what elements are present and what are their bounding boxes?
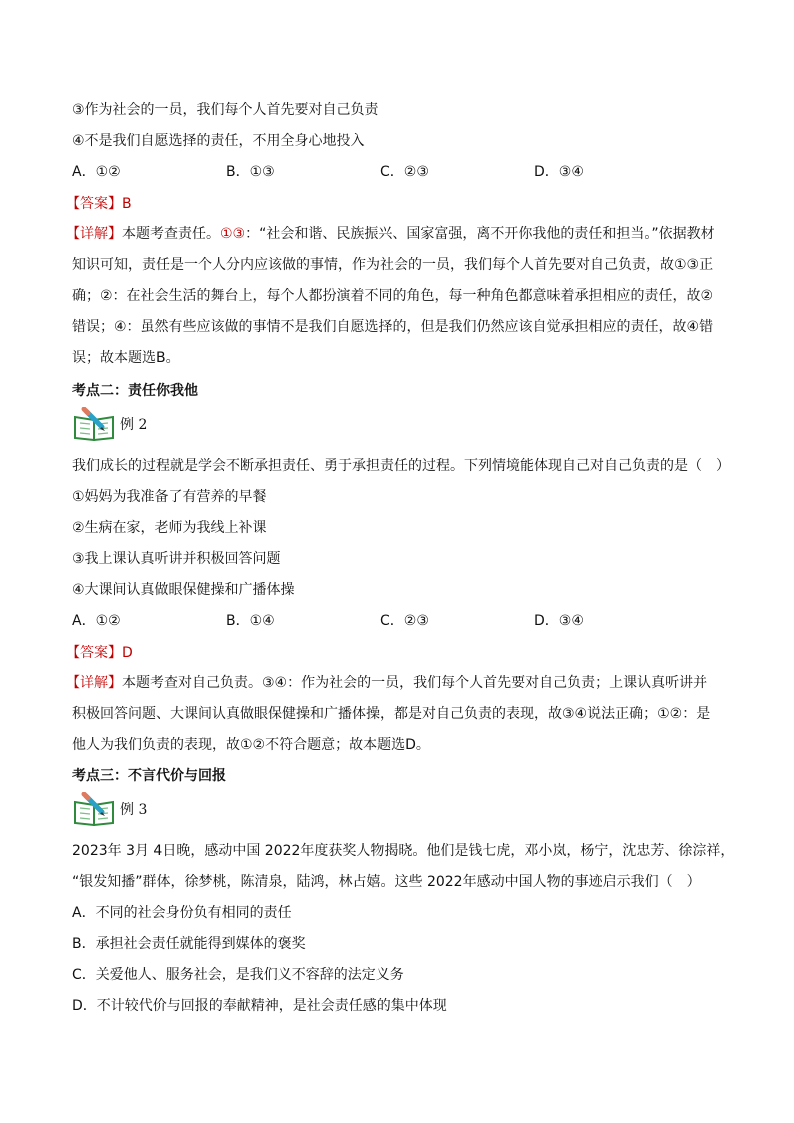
q3-option-c: C．关爱他人、服务社会，是我们义不容辞的法定义务	[72, 967, 404, 983]
q2-option-c: C．②③	[380, 613, 429, 629]
example-3-header	[72, 792, 147, 826]
q2-answer	[66, 643, 133, 663]
q3-stem-line-1: 2023年 3月 4日晚，感动中国 2022年度获奖人物揭晓。他们是钱七虎，邓小岚，杨宁，沈忠芳、徐淙祥，	[72, 843, 735, 859]
q3-option-d: D．不计较代价与回报的奉献精神，是社会责任感的集中体现	[72, 998, 447, 1014]
q2-explain-line-2: 积极回答问题、大课间认真做眼保健操和广播体操，都是对自己负责的表现，故③④说法正确；①②：是	[72, 706, 711, 722]
section-3-title: 考点三：不言代价与回报	[72, 768, 226, 784]
q1-option-c: C．②③	[380, 164, 429, 180]
q2-options	[72, 611, 712, 631]
q1-answer-value: B	[122, 196, 132, 212]
book-pencil-icon	[72, 792, 118, 826]
q3-option-a: A．不同的社会身份负有相同的责任	[72, 905, 292, 921]
q2-option-d: D．③④	[534, 613, 584, 629]
q2-item-2: ②生病在家，老师为我线上补课	[72, 520, 267, 536]
example-2-header	[72, 407, 147, 441]
q1-option-a: A．①②	[72, 164, 121, 180]
q2-option-b: B．①④	[226, 613, 275, 629]
q1-explain-tag: 【详解】	[66, 226, 122, 242]
q1-explain-line-4: 错误；④：虽然有些应该做的事情不是我们自愿选择的，但是我们仍然应该自觉承担相应的责任，故④错	[72, 319, 714, 335]
q1-item-4: ④不是我们自愿选择的责任，不用全身心地投入	[72, 133, 365, 149]
section-2-title: 考点二：责任你我他	[72, 383, 198, 399]
q2-explain-line-1: 【详解】本题考查对自己负责。③④：作为社会的一员，我们每个人首先要对自己负责；上课认真听讲并	[66, 675, 708, 691]
q1-explain-line-5: 误；故本题选B。	[72, 350, 180, 366]
q3-stem-line-2: “银发知播”群体，徐梦桃，陈清泉，陆鸿，林占嬉。这些 2022年感动中国人物的事迹启示我们（ ）	[72, 874, 701, 890]
q2-item-3: ③我上课认真听讲并积极回答问题	[72, 551, 281, 567]
example-2-label: 例 2	[120, 417, 148, 433]
q2-explanation	[66, 668, 718, 761]
q1-answer-tag: 【答案】	[66, 196, 122, 212]
q1-option-d: D．③④	[534, 164, 584, 180]
q1-explain-line-1: 【详解】本题考查责任。①③：“社会和谐、民族振兴、国家富强，离不开你我他的责任和担当。”依据教材	[66, 226, 715, 242]
q2-item-1: ①妈妈为我准备了有营养的早餐	[72, 489, 267, 505]
q1-options	[72, 162, 712, 182]
q1-explain-line-2: 知识可知，责任是一个人分内应该做的事情，作为社会的一员，我们每个人首先要对自己负责，故①③正	[72, 257, 714, 273]
q1-explain-red: ①③	[220, 226, 246, 242]
q1-option-b: B．①③	[226, 164, 275, 180]
q2-answer-tag: 【答案】	[66, 645, 122, 661]
q1-explain-line-3: 确；②：在社会生活的舞台上，每个人都扮演着不同的角色，每一种角色都意味着承担相应的责任，故②	[72, 288, 714, 304]
q2-option-a: A．①②	[72, 613, 121, 629]
q2-explain-line-3: 他人为我们负责的表现，故①②不符合题意；故本题选D。	[72, 737, 430, 753]
example-3-label: 例 3	[120, 802, 148, 818]
q2-stem: 我们成长的过程就是学会不断承担责任、勇于承担责任的过程。下列情境能体现自己对自己负责的是（ ）	[72, 458, 730, 474]
q2-answer-value: D	[122, 645, 133, 661]
book-pencil-icon	[72, 407, 118, 441]
q2-explain-tag: 【详解】	[66, 675, 122, 691]
q1-item-3: ③作为社会的一员，我们每个人首先要对自己负责	[72, 102, 379, 118]
q1-explain-lead: 本题考查责任。	[122, 226, 220, 242]
q2-item-4: ④大课间认真做眼保健操和广播体操	[72, 582, 295, 598]
q3-option-b: B．承担社会责任就能得到媒体的褒奖	[72, 936, 306, 952]
q1-answer	[66, 194, 132, 214]
q1-explanation	[66, 219, 718, 374]
